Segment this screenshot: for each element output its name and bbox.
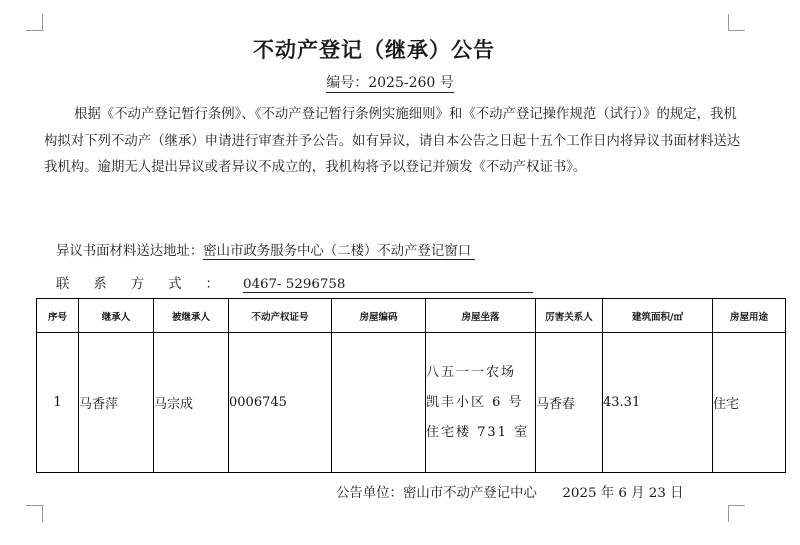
header-seq: 序号 — [37, 299, 79, 333]
cell-house-code — [332, 333, 426, 473]
document-title: 不动产登记（继承）公告 — [253, 38, 495, 62]
location-line-3: 住宅楼 731 室 — [426, 424, 530, 440]
cell-area: 43.31 — [603, 333, 713, 473]
location-line-1: 八五一一农场 — [426, 364, 517, 380]
footer-unit-label: 公告单位： — [336, 486, 403, 501]
header-cert-no: 不动产权证号 — [229, 299, 332, 333]
announcement-table — [36, 298, 786, 473]
footer-unit: 密山市不动产登记中心 — [402, 486, 537, 501]
crop-mark-bottom-right — [728, 505, 745, 522]
crop-mark-bottom-left — [26, 505, 43, 522]
crop-mark-top-left — [26, 14, 43, 31]
footer-date: 2025 年 6 月 23 日 — [562, 486, 684, 501]
header-heir: 继承人 — [79, 299, 154, 333]
announcement-footer — [336, 482, 684, 501]
objection-address-line — [56, 240, 475, 259]
crop-mark-top-right — [728, 14, 745, 31]
announcement-body: 根据《不动产登记暂行条例》、《不动产登记暂行条例实施细则》和《不动产登记操作规范（试行）》的规定，我机构拟对下列不动产（继承）申请进行审查并予公告。如有异议，请自本公告之日起十五个工作日内将异议书面材料送达我机构。逾期无人提出异议或者异议不成立的，我机构将予以登记并颁发《不动产权证书》。 — [44, 107, 741, 175]
table-row — [37, 333, 786, 473]
cell-usage: 住宅 — [713, 333, 786, 473]
cell-interested-party: 马香春 — [536, 333, 603, 473]
document-number-text: 编号：2025-260 号 — [326, 75, 454, 91]
header-area: 建筑面积/㎡ — [603, 299, 713, 333]
document-number — [0, 72, 780, 92]
contact-line — [56, 273, 533, 293]
objection-address-label: 异议书面材料送达地址： — [56, 244, 204, 259]
cell-heir: 马香萍 — [79, 333, 154, 473]
cell-cert-no: 0006745 — [229, 333, 332, 473]
cell-seq: 1 — [37, 333, 79, 473]
cell-decedent: 马宗成 — [154, 333, 229, 473]
header-usage: 房屋用途 — [713, 299, 786, 333]
contact-label: 联系方式： — [56, 277, 243, 292]
table-header-row — [37, 299, 786, 333]
header-decedent: 被继承人 — [154, 299, 229, 333]
header-house-code: 房屋编码 — [332, 299, 426, 333]
objection-address-value: 密山市政务服务中心（二楼）不动产登记窗口 — [203, 244, 475, 260]
contact-value: 0467- 5296758 — [243, 277, 533, 293]
cell-location — [426, 333, 536, 473]
header-interested-party: 厉害关系人 — [536, 299, 603, 333]
location-line-2: 凯丰小区 6 号 — [426, 394, 524, 410]
header-location: 房屋坐落 — [426, 299, 536, 333]
